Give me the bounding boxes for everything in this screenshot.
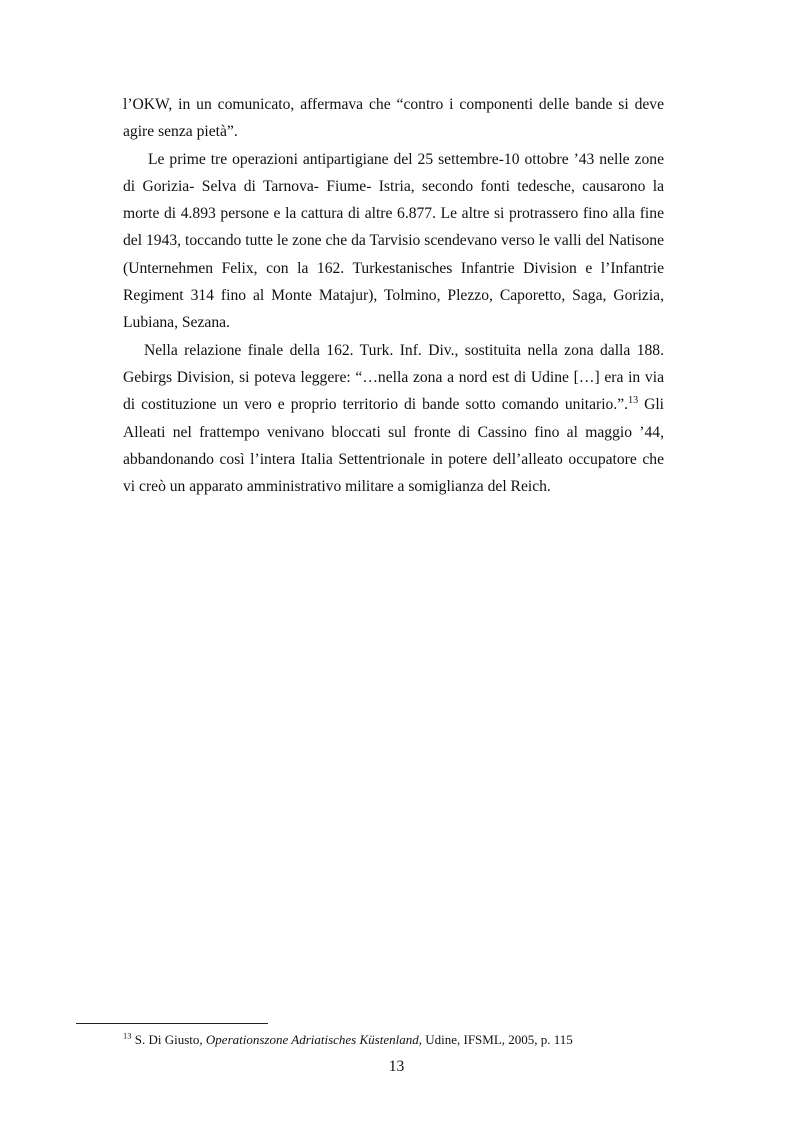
- footnote-publication: , Udine, IFSML, 2005, p. 115: [418, 1032, 573, 1047]
- footnote-author: S. Di Giusto,: [131, 1032, 206, 1047]
- paragraph-3-text-a: Nella relazione finale della 162. Turk. Inf. Div., sostituita nella zona dalla 188. Gebirgs Division, si poteva leggere: “…nella zona a nord est di Udine […] era in via di costituzione un vero e proprio territorio di bande sotto comando unitario.”.: [123, 341, 664, 414]
- main-text: [123, 91, 664, 500]
- footnote-separator: [76, 1023, 268, 1024]
- footnote: [123, 1031, 723, 1048]
- footnote-reference: 13: [628, 395, 639, 407]
- paragraph-3: [123, 337, 664, 501]
- footnote-number: 13: [123, 1030, 132, 1041]
- footnote-title: Operationszone Adriatisches Küstenland: [205, 1032, 419, 1047]
- page-number: 13: [388, 1058, 405, 1075]
- paragraph-3-text-b: Gli Alleati nel frattempo venivano bloccati sul fronte di Cassino fino al maggio ’44, abbandonando così l’intera Italia Settentrionale in potere dell’alleato occupatore che vi creò un apparato amministrativo militare a somiglianza del Reich.: [123, 396, 665, 496]
- paragraph-1: l’OKW, in un comunicato, affermava che “contro i componenti delle bande si deve agire senza pietà”.: [123, 96, 664, 141]
- paragraph-2: Le prime tre operazioni antipartigiane del 25 settembre-10 ottobre ’43 nelle zone di Gorizia- Selva di Tarnova- Fiume- Istria, secondo fonti tedesche, causarono la morte di 4.893 persone e la cattura di altre 6.877. Le altre si protrassero fino alla fine del 1943, toccando tutte le zone che da Tarvisio scendevano verso le valli del Natisone (Unternehmen Felix, con la 162. Turkestanisches Infantrie Division e l’Infantrie Regiment 314 fino al Monte Matajur), Tolmino, Plezzo, Caporetto, Saga, Gorizia, Lubiana, Sezana.: [123, 150, 664, 332]
